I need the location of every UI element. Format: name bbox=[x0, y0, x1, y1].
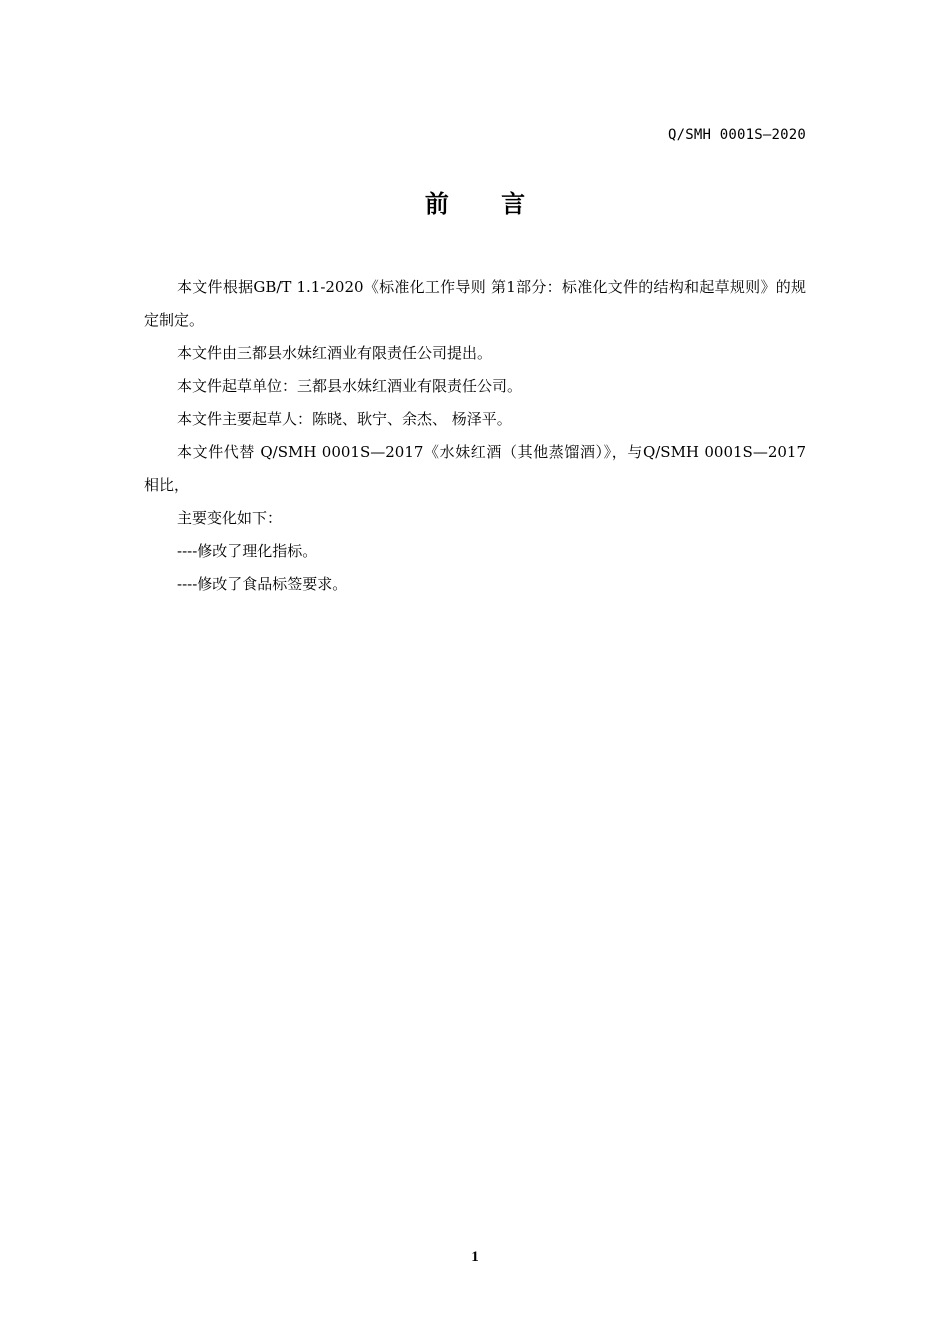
list-item-change: ----修改了理化指标。 bbox=[177, 542, 318, 560]
paragraph-drafting-unit: 本文件起草单位：三都县水妹红酒业有限责任公司。 bbox=[177, 377, 523, 395]
paragraph-proposer: 本文件由三都县水妹红酒业有限责任公司提出。 bbox=[177, 344, 493, 362]
paragraph-replacement: 本文件代替 Q/SMH 0001S—2017《水妹红酒（其他蒸馏酒）》，与Q/SMH 0001S—2017 相比， bbox=[144, 443, 806, 494]
page-title: 前 言 bbox=[424, 190, 548, 218]
list-item-change: ----修改了食品标签要求。 bbox=[177, 575, 348, 593]
foreword-body bbox=[144, 271, 806, 601]
paragraph-drafters: 本文件主要起草人：陈晓、耿宁、余杰、 杨泽平。 bbox=[177, 410, 512, 428]
document-code: Q/SMH 0001S—2020 bbox=[667, 127, 806, 143]
paragraph-basis: 本文件根据GB/T 1.1-2020《标准化工作导则 第1部分：标准化文件的结构和起草规则》的规定制定。 bbox=[144, 278, 806, 329]
paragraph-changes-intro: 主要变化如下： bbox=[177, 509, 283, 527]
page-number: 1 bbox=[471, 1249, 479, 1265]
